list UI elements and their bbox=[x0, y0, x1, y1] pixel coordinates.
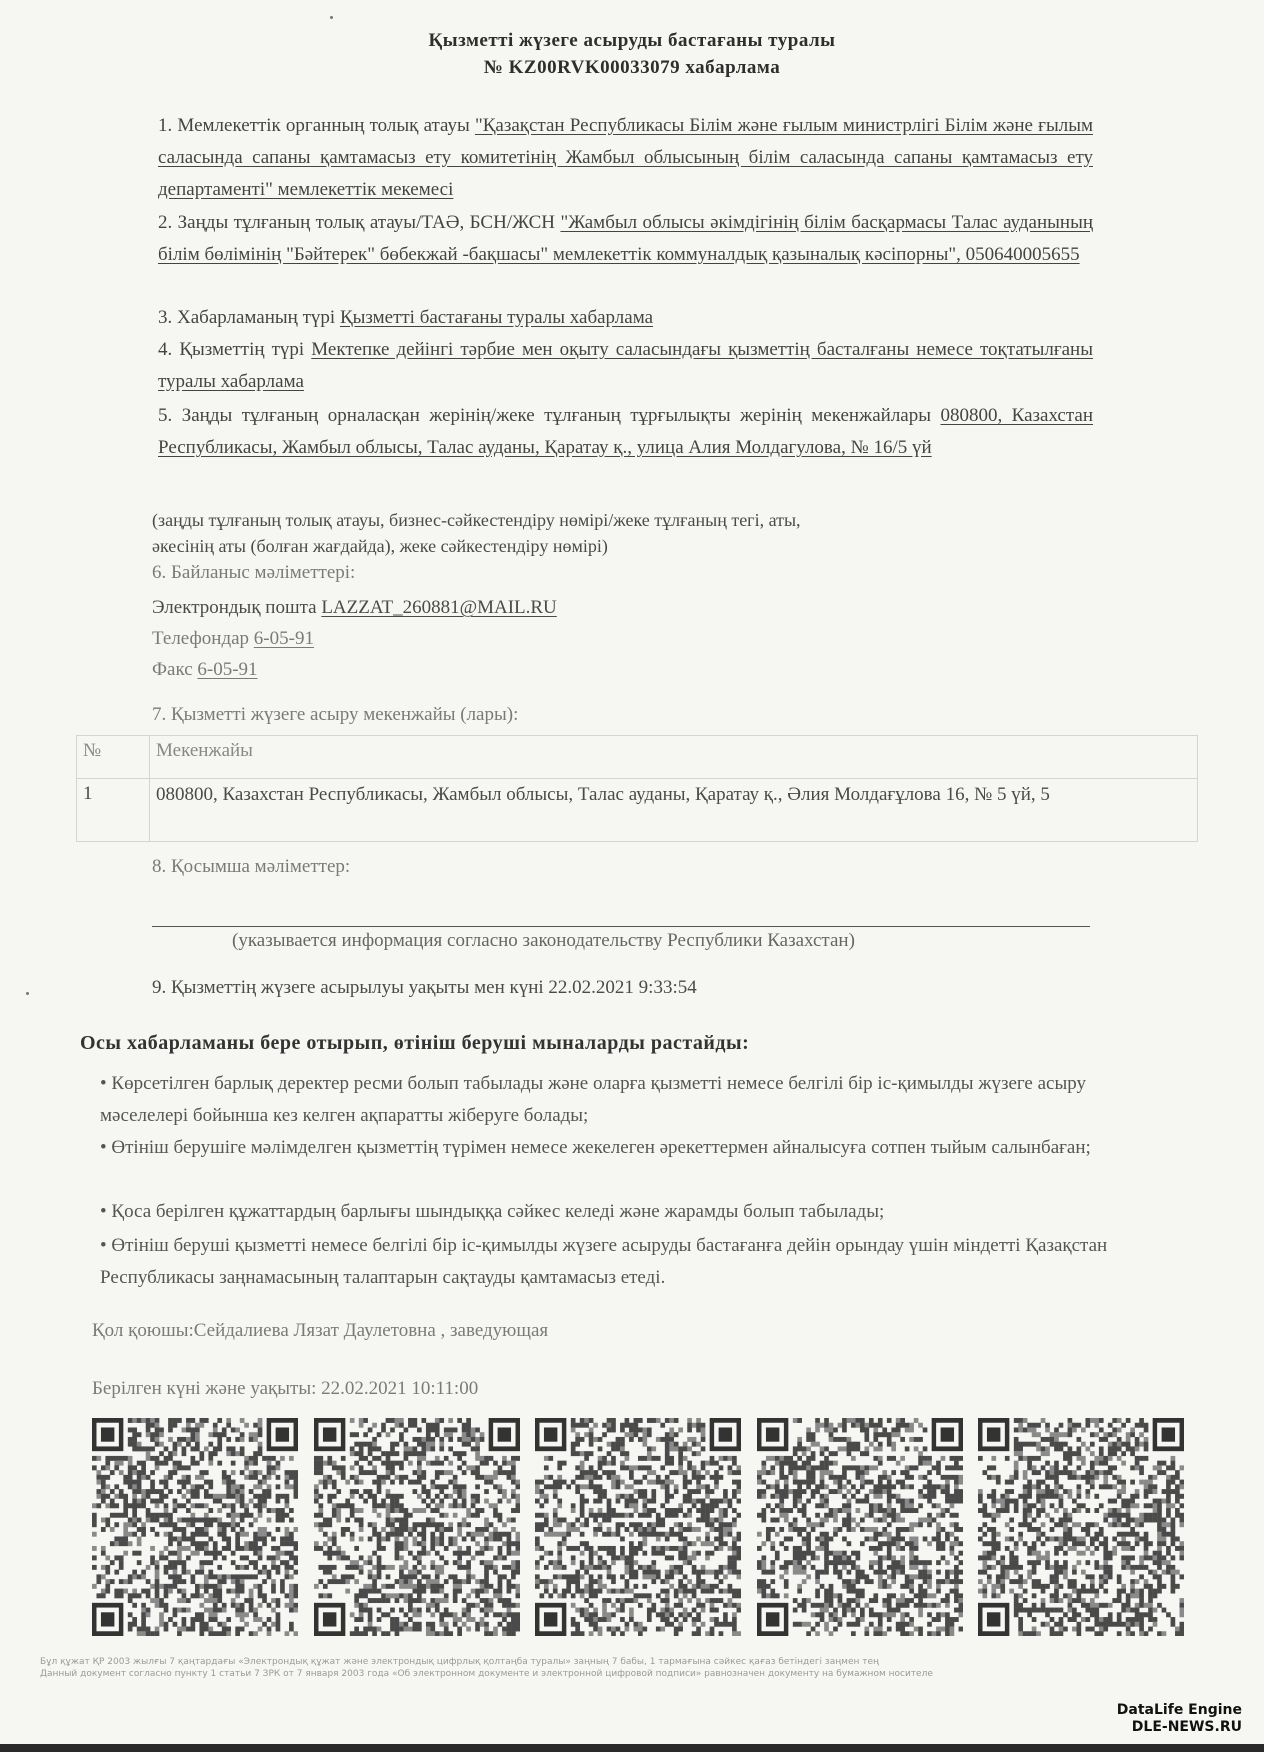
item-9-value: 22.02.2021 9:33:54 bbox=[548, 977, 697, 998]
contact-email bbox=[152, 597, 557, 619]
watermark bbox=[1117, 1702, 1242, 1736]
legal-footer bbox=[40, 1656, 1160, 1680]
table-header-num: № bbox=[77, 736, 150, 779]
confirmation-bullet-4: • Өтініш беруші қызметті немесе белгілі бір іс-қимылды жүзеге асыруды бастағанға дейін орындау үшін міндетті Қазақстан Республикасы заңнамасының талаптарын сақтауды қамтамасыз етеді. bbox=[100, 1235, 1108, 1288]
item-5 bbox=[158, 400, 1093, 464]
qr-code-4 bbox=[757, 1418, 963, 1636]
item-5-label: 5. Заңды тұлғаның орналасқан жерінің/жеке тұлғаның тұрғылықты жерінің мекенжайлары bbox=[158, 405, 941, 426]
email-value: LAZZAT_260881@MAIL.RU bbox=[321, 597, 557, 618]
watermark-line2: DLE-NEWS.RU bbox=[1131, 1719, 1242, 1735]
fax-label: Факс bbox=[152, 659, 198, 680]
confirmation-bullet-1: • Көрсетілген барлық деректер ресми болып табылады және оларға қызметті немесе белгілі бір іс-қимылды жүзеге асыру мәселелері бойынша кез келген ақпаратты жіберуге болады; bbox=[100, 1073, 1086, 1126]
address-table bbox=[76, 735, 1198, 842]
fax-value: 6-05-91 bbox=[197, 659, 258, 680]
contact-phone bbox=[152, 628, 314, 650]
item-8-note: (указывается информация согласно законодательству Республики Казахстан) bbox=[232, 930, 855, 951]
table-cell-address: 080800, Казахстан Республикасы, Жамбыл облысы, Талас ауданы, Қаратау қ., Әлия Молдағұлова 16, № 5 үй, 5 bbox=[150, 779, 1198, 842]
phone-value: 6-05-91 bbox=[253, 628, 314, 649]
scan-edge-bar bbox=[0, 1744, 1264, 1752]
item-9 bbox=[152, 977, 697, 999]
watermark-line1: DataLife Engine bbox=[1116, 1702, 1242, 1718]
table-cell-num: 1 bbox=[77, 779, 150, 842]
phone-label: Телефондар bbox=[152, 628, 254, 649]
item-4-label: 4. Қызметтің түрі bbox=[158, 339, 312, 360]
item-1 bbox=[158, 110, 1093, 206]
item-4-value: Мектепке дейінгі тәрбие мен оқыту саласындағы қызметтің басталғаны немесе тоқтатылғаны туралы хабарлама bbox=[158, 339, 1093, 392]
legal-footer-line2: Данный документ согласно пункту 1 статьи 7 ЗРК от 7 января 2003 года «Об электронном документе и электронной цифровой подписи» равнозначен документу на бумажном носителе bbox=[40, 1669, 933, 1679]
item-5-note-line2: әкесінің аты (болған жағдайда), жеке сәйкестендіру нөмірі) bbox=[152, 536, 608, 556]
item-5-value: 080800, Казахстан Республикасы, Жамбыл облысы, Талас ауданы, Қаратау қ., улица Алия Молдагулова, № 16/5 үй bbox=[158, 405, 1093, 458]
contact-fax bbox=[152, 659, 258, 681]
item-2-value: "Жамбыл облысы әкімдігінің білім басқармасы Талас ауданының білім бөлімінің "Бәйтерек" бөбекжай -бақшасы" мемлекеттік коммуналдық қазыналық кәсіпорны", 050640005655 bbox=[158, 212, 1093, 265]
table-header-row bbox=[77, 736, 1198, 779]
document-title-line2: № KZ00RVK00033079 хабарлама bbox=[483, 57, 781, 78]
item-6-label: 6. Байланыс мәліметтері: bbox=[152, 562, 356, 583]
item-1-value: "Қазақстан Республикасы Білім және ғылым министрлігі Білім және ғылым саласында сапаны қамтамасыз ету комитетінің Жамбыл облысының білім саласында сапаны қамтамасыз ету департаменті" мемлекеттік мекемесі bbox=[158, 115, 1093, 200]
item-3-label: 3. Хабарламаның түрі bbox=[158, 307, 340, 328]
item-3-value: Қызметті бастағаны туралы хабарлама bbox=[339, 307, 654, 328]
table-header-address: Мекенжайы bbox=[150, 736, 1198, 779]
issued-date-line: Берілген күні және уақыты: 22.02.2021 10:11:00 bbox=[92, 1378, 479, 1399]
qr-code-5 bbox=[978, 1418, 1184, 1636]
document-title-line1: Қызметті жүзеге асыруды бастағаны туралы bbox=[428, 30, 836, 51]
confirmation-bullet-3: • Қоса берілген құжаттардың барлығы шындыққа сәйкес келеді және жарамды болып табылады; bbox=[100, 1201, 885, 1222]
item-7-label: 7. Қызметті жүзеге асыру мекенжайы (лары): bbox=[152, 704, 519, 725]
signer-line: Қол қоюшы:Сейдалиева Лязат Даулетовна , заведующая bbox=[92, 1320, 549, 1341]
item-5-note-line1: (заңды тұлғаның толық атауы, бизнес-сәйкестендіру нөмірі/жеке тұлғаның тегі, аты, bbox=[152, 510, 801, 530]
qr-codes-row bbox=[92, 1418, 1184, 1638]
item-2-label: 2. Заңды тұлғаның толық атауы/ТАӘ, БСН/ЖСН bbox=[158, 212, 561, 233]
item-1-label: 1. Мемлекеттік органның толық атауы bbox=[158, 115, 475, 136]
qr-code-3 bbox=[535, 1418, 741, 1636]
item-8-blank-line bbox=[152, 926, 1090, 927]
table-row bbox=[77, 779, 1198, 842]
item-3 bbox=[158, 302, 1093, 334]
confirmation-bullet-2: • Өтініш берушіге мәлімделген қызметтің түрімен немесе жекелеген әрекеттермен айналысуға сотпен тыйым салынбаған; bbox=[100, 1137, 1091, 1158]
confirmation-title: Осы хабарламаны бере отырып, өтініш беруші мыналарды растайды: bbox=[80, 1032, 750, 1054]
item-9-label: 9. Қызметтің жүзеге асырылуы уақыты мен күні bbox=[152, 977, 549, 998]
item-4 bbox=[158, 334, 1093, 398]
scan-speck bbox=[26, 992, 29, 995]
email-label: Электрондық пошта bbox=[152, 597, 322, 618]
legal-footer-line1: Бұл құжат ҚР 2003 жылғы 7 қаңтардағы «Электрондық құжат және электрондық цифрлық қолтаңба туралы» заңның 7 бабы, 1 тармағына сәйкес қағаз бетіндегі заңмен тең bbox=[40, 1657, 879, 1667]
item-8-label: 8. Қосымша мәліметтер: bbox=[152, 856, 351, 877]
qr-code-1 bbox=[92, 1418, 298, 1636]
qr-code-2 bbox=[314, 1418, 520, 1636]
scan-speck bbox=[330, 16, 333, 19]
item-2 bbox=[158, 207, 1093, 271]
